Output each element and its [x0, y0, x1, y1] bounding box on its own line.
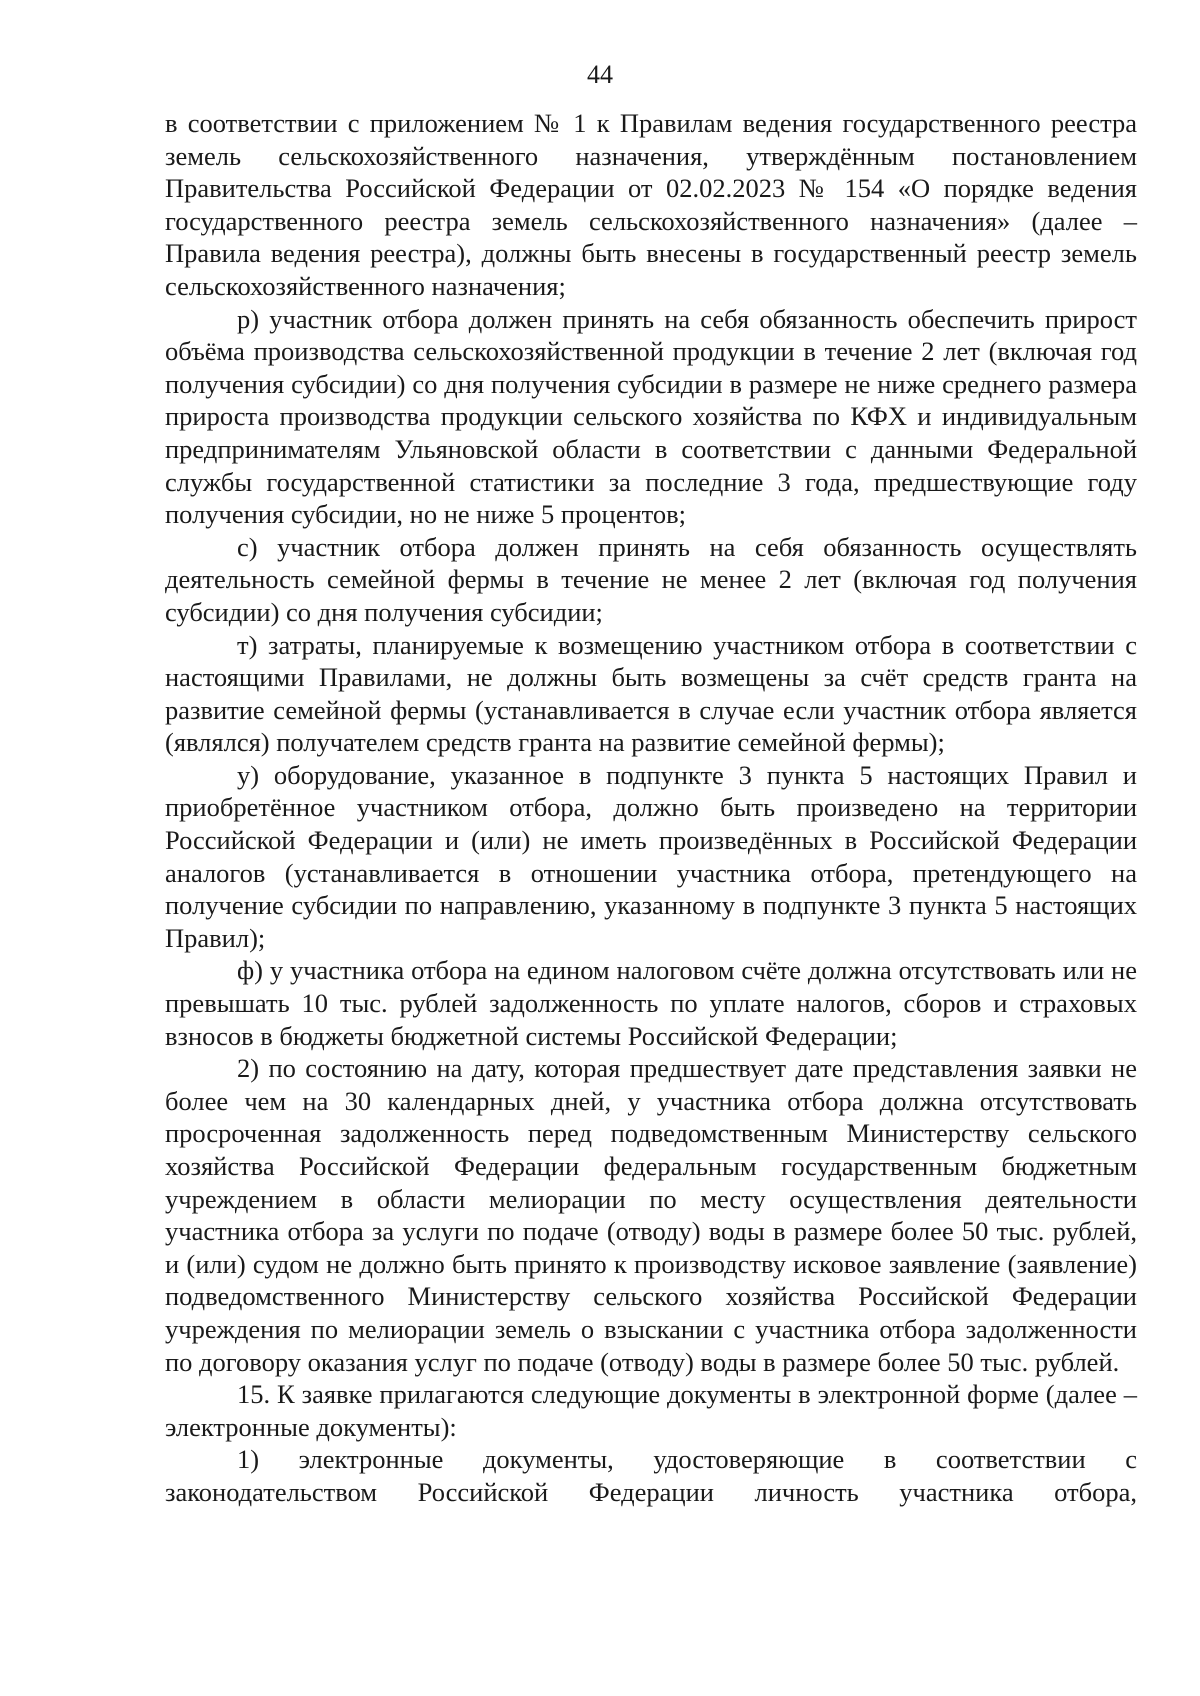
paragraph-item-t: т) затраты, планируемые к возмещению участником отбора в соответствии с настоящими Правилами, не должны быть возмещены за счёт средств гранта на развитие семейной фермы (устанавливается в случае если участник отбора является (являлся) получателем средств гранта на развитие семейной фермы);: [165, 629, 1137, 758]
paragraph-item-r: р) участник отбора должен принять на себя обязанность обеспечить прирост объёма производства сельскохозяйственной продукции в течение 2 лет (включая год получения субсидии) со дня получения субсидии в размере не ниже среднего размера прироста производства продукции сельского хозяйства по КФХ и индивидуальным предпринимателям Ульяновской области в соответствии с данными Федеральной службы государственной статистики за последние 3 года, предшествующие году получения субсидии, но не ниже 5 процентов;: [165, 303, 1137, 530]
paragraph-item-s: с) участник отбора должен принять на себя обязанность осуществлять деятельность семейной фермы в течение не менее 2 лет (включая год получения субсидии) со дня получения субсидии;: [165, 531, 1137, 627]
page-number: 44: [587, 60, 613, 89]
paragraph-section-15: 15. К заявке прилагаются следующие документы в электронной форме (далее – электронные документы):: [165, 1379, 1137, 1442]
document-body: [165, 107, 1137, 1509]
paragraph-item-2: 2) по состоянию на дату, которая предшествует дате представления заявки не более чем на 30 календарных дней, у участника отбора должна отсутствовать просроченная задолженность перед подведомственным Министерству сельского хозяйства Российской Федерации федеральным государственным бюджетным учреждением в области мелиорации по месту осуществления деятельности участника отбора за услуги по подаче (отводу) воды в размере более 50 тыс. рублей, и (или) судом не должно быть принято к производству исковое заявление (заявление) подведомственного Министерству сельского хозяйства Российской Федерации учреждения по мелиорации земель о взыскании с участника отбора задолженности по договору оказания услуг по подаче (отводу) воды в размере более 50 тыс. рублей.: [165, 1053, 1137, 1377]
paragraph-document-1: 1) электронные документы, удостоверяющие в соответствии с законодательством Российской Федерации личность участника отбора,: [165, 1444, 1137, 1507]
paragraph-item-f: ф) у участника отбора на едином налоговом счёте должна отсутствовать или не превышать 10 тыс. рублей задолженность по уплате налогов, сборов и страховых взносов в бюджеты бюджетной системы Российской Федерации;: [165, 955, 1137, 1051]
paragraph-item-u: у) оборудование, указанное в подпункте 3 пункта 5 настоящих Правил и приобретённое участником отбора, должно быть произведено на территории Российской Федерации и (или) не иметь произведённых в Российской Федерации аналогов (устанавливается в отношении участника отбора, претендующего на получение субсидии по направлению, указанному в подпункте 3 пункта 5 настоящих Правил);: [165, 759, 1137, 953]
paragraph-registry-continuation: в соответствии с приложением № 1 к Правилам ведения государственного реестра земель сельскохозяйственного назначения, утверждённым постановлением Правительства Российской Федерации от 02.02.2023 № 154 «О порядке ведения государственного реестра земель сельскохозяйственного назначения» (далее – Правила ведения реестра), должны быть внесены в государственный реестр земель сельскохозяйственного назначения;: [165, 108, 1137, 301]
